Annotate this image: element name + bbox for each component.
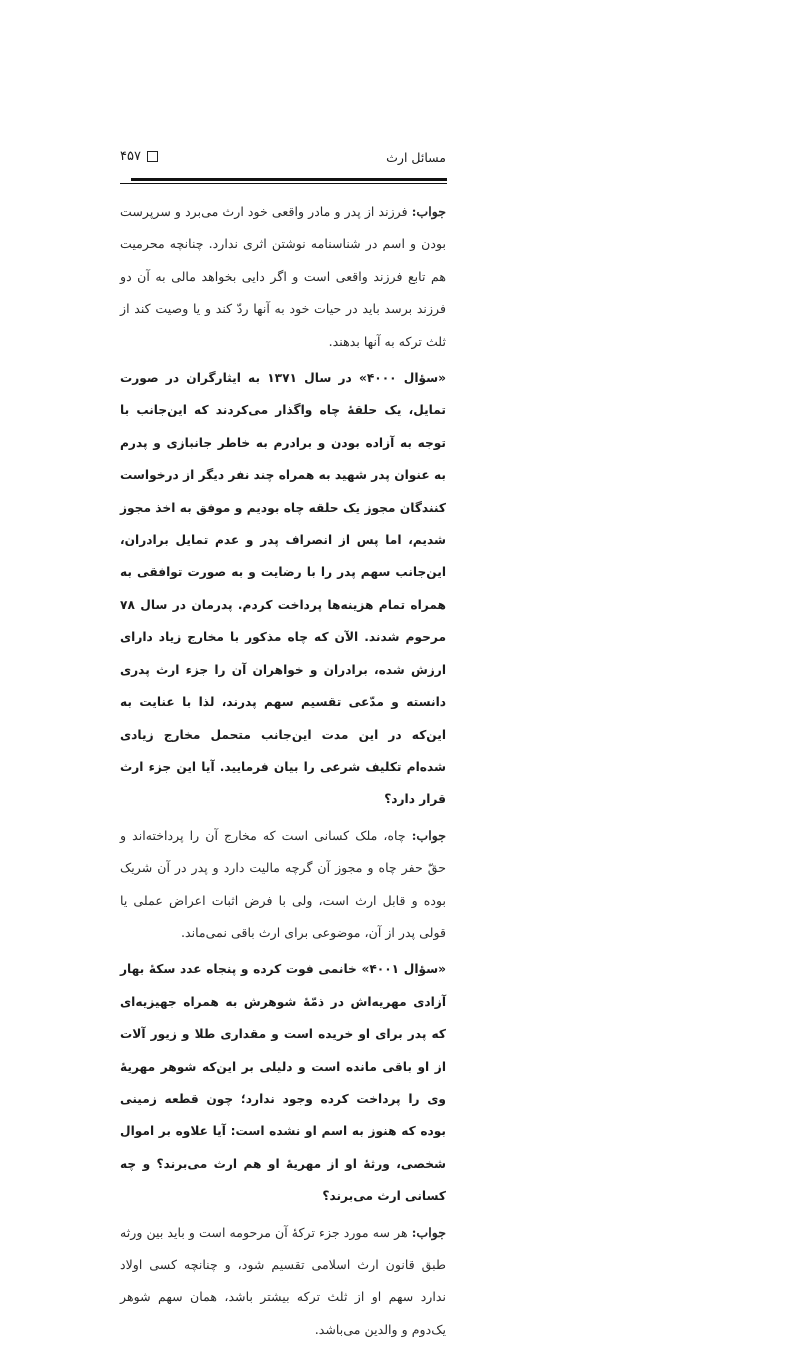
question-lead: «سؤال ۴۰۰۱» bbox=[361, 962, 446, 977]
page-number: ۴۵۷ bbox=[120, 149, 141, 164]
question-paragraph bbox=[120, 953, 446, 1212]
question-text: خانمی فوت کرده و پنجاه عدد سکهٔ بهار آزادی مهریه‌اش در ذمّهٔ شوهرش به همراه جهیزیه‌ای که پدر برای او خریده است و مقداری طلا و زیور آلات از او باقی مانده است و دلیلی بر این‌که شوهر مهریهٔ وی را پرداخت کرده وجود ندارد؛ چون قطعه زمینی بوده که هنوز به اسم او نشده است: آیا علاوه بر اموال شخصی، ورثهٔ او از مهریهٔ او هم ارث می‌برند؟ و چه کسانی ارث می‌برند؟ bbox=[120, 962, 446, 1204]
page-body bbox=[120, 196, 446, 1346]
answer-lead: جواب: bbox=[411, 827, 446, 843]
page-header bbox=[120, 148, 446, 170]
answer-text: چاه، ملک کسانی است که مخارج آن را پرداخته‌اند و حقّ حفر چاه و مجوز آن گرچه مالیت دارد و پدر در آن شریک بوده و قابل ارث است، ولی با فرض اثبات اعراض عملی یا قولی پدر از آن، موضوعی برای ارث باقی نمی‌ماند. bbox=[120, 827, 446, 940]
answer-lead: جواب: bbox=[411, 204, 446, 219]
answer-lead: جواب: bbox=[411, 1224, 446, 1240]
question-text: در سال ۱۳۷۱ به ایثارگران در صورت تمایل، یک حلقهٔ چاه واگذار می‌کردند که این‌جانب با توجه به آزاده بودن و برادرم به خاطر جانبازی و پدرم به عنوان پدر شهید به همراه چند نفر دیگر از درخواست کنندگان مجوز یک حلقه چاه بودیم و موفق به اخذ مجوز شدیم، اما پس از انصراف پدر و عدم تمایل برادران، این‌جانب سهم پدر را با رضایت و به صورت توافقی به همراه تمام هزینه‌ها پرداخت کردم. پدرمان در سال ۷۸ مرحوم شدند. الآن که چاه مذکور با مخارج زیاد دارای ارزش شده، برادران و خواهران آن را جزء ارث پدری دانسته و مدّعی تقسیم سهم پدرند، لذا با عنایت به این‌که در این مدت این‌جانب متحمل مخارج زیادی شده‌ام تکلیف شرعی را بیان فرمایید. آیا این جزء ارث قرار دارد؟ bbox=[120, 371, 446, 807]
header-rule-thick bbox=[131, 178, 447, 181]
page-number-group bbox=[120, 149, 158, 164]
answer-paragraph bbox=[120, 196, 446, 358]
answer-paragraph bbox=[120, 1217, 446, 1346]
answer-paragraph bbox=[120, 820, 446, 950]
question-paragraph bbox=[120, 362, 446, 816]
header-rule-thin bbox=[120, 183, 447, 184]
answer-text: هر سه مورد جزء ترکهٔ آن مرحومه است و باید بین ورثه طبق قانون ارث اسلامی تقسیم شود، و چنانچه کسی اولاد ندارد سهم او از ثلث ترکه بیشتر باشد، همان سهم شوهر یک‌دوم و والدین می‌باشد. bbox=[120, 1224, 446, 1337]
answer-text: فرزند از پدر و مادر واقعی خود ارث می‌برد و سرپرست بودن و اسم در شناسنامه نوشتن اثری ندارد. چنانچه محرمیت هم تابع فرزند واقعی است و اگر دایی بخواهد مالی به آن دو فرزند برسد باید در حیات خود به آنها ردّ کند و یا وصیت کند از ثلث ترکه به آنها بدهند. bbox=[120, 204, 446, 349]
square-box-icon bbox=[147, 151, 158, 162]
question-lead: «سؤال ۴۰۰۰» bbox=[358, 371, 447, 386]
running-title: مسائل ارث bbox=[386, 150, 446, 165]
